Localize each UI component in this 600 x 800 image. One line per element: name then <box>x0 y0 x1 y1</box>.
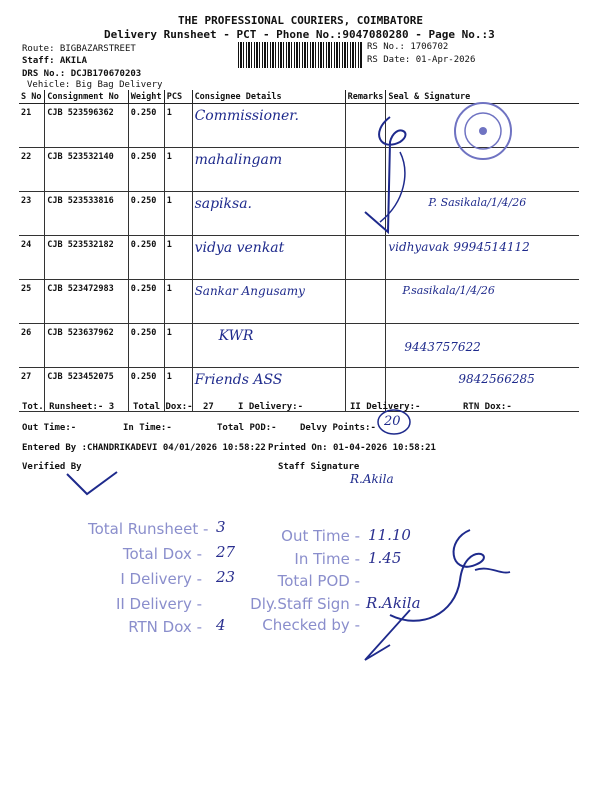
consignment-cell: CJB 523472983 <box>45 280 129 324</box>
sno-cell: 22 <box>19 148 45 192</box>
sno-cell: 21 <box>19 104 45 148</box>
column-header: S No <box>19 90 45 104</box>
stamp-value-staff-sign: R.Akila <box>366 594 421 612</box>
runsheet-title: Delivery Runsheet - PCT - Phone No.:9047080280 - Page No.:3 <box>104 28 495 41</box>
pcs-cell: 1 <box>164 280 192 324</box>
total-pod-label: Total POD:- <box>217 423 277 433</box>
tot-runsheet: Tot. Runsheet:- 3 <box>22 402 115 412</box>
company-name: THE PROFESSIONAL COURIERS, COIMBATORE <box>178 14 424 27</box>
ii-delivery-label: II Delivery:- <box>350 402 421 412</box>
signature-handwriting: P. Sasikala/1/4/26 <box>428 196 527 209</box>
pcs-cell: 1 <box>164 368 192 412</box>
consignee-handwriting: mahalingam <box>194 152 283 168</box>
drs-number: DRS No.: DCJB170670203 <box>22 69 142 79</box>
column-header: Remarks <box>345 90 386 104</box>
pcs-cell: 1 <box>164 236 192 280</box>
stamp-label-i-delivery: I Delivery - <box>120 570 202 588</box>
stamp-value-dox: 27 <box>216 543 236 561</box>
table-row <box>19 236 579 280</box>
stamp-label-total-pod: Total POD - <box>277 572 360 590</box>
total-dox-label: Total Dox:- <box>133 402 193 412</box>
consignee-handwriting: Friends ASS <box>194 372 283 388</box>
printed-on: Printed On: 01-04-2026 10:58:21 <box>268 443 436 453</box>
stamp-value-out-time: 11.10 <box>368 526 411 544</box>
stamp-label-dox: Total Dox - <box>122 545 202 563</box>
tick-mark-icon <box>62 470 122 498</box>
weight-cell: 0.250 <box>128 148 164 192</box>
delvy-points-value: 20 <box>384 414 401 429</box>
vehicle-label: Vehicle: Big Bag Delivery <box>27 80 163 90</box>
sno-cell: 25 <box>19 280 45 324</box>
rs-number: RS No.: 1706702 <box>367 42 449 52</box>
in-time-label: In Time:- <box>123 423 172 433</box>
table-row <box>19 324 579 368</box>
signature-handwriting: vidhyavak 9994514112 <box>388 240 530 254</box>
pcs-cell: 1 <box>164 104 192 148</box>
consignee-handwriting: KWR <box>218 328 254 344</box>
weight-cell: 0.250 <box>128 368 164 412</box>
signature-handwriting: 9443757622 <box>404 340 481 354</box>
sno-cell: 26 <box>19 324 45 368</box>
weight-cell: 0.250 <box>128 104 164 148</box>
out-time-label: Out Time:- <box>22 423 77 433</box>
sno-cell: 24 <box>19 236 45 280</box>
stamp-value-runsheet: 3 <box>216 518 226 536</box>
staff-signature-value: R.Akila <box>350 472 394 486</box>
column-header: Weight <box>128 90 164 104</box>
stamp-label-ii-delivery: II Delivery - <box>115 595 202 613</box>
stamp-label-checked-by: Checked by - <box>262 616 360 634</box>
consignee-handwriting: sapiksa. <box>194 196 252 212</box>
weight-cell: 0.250 <box>128 192 164 236</box>
weight-cell: 0.250 <box>128 280 164 324</box>
stamp-label-runsheet: Total Runsheet - <box>88 520 209 538</box>
column-header: Consignee Details <box>192 90 345 104</box>
total-dox-value: 27 <box>203 402 214 412</box>
circle-mark-icon <box>376 408 412 436</box>
consignee-handwriting: Sankar Angusamy <box>194 284 305 298</box>
stamp-label-staff-sign: Dly.Staff Sign - <box>250 595 360 613</box>
consignment-cell: CJB 523637962 <box>45 324 129 368</box>
table-row <box>19 192 579 236</box>
stamp-label-out-time: Out Time - <box>281 527 360 545</box>
barcode-image <box>238 42 362 68</box>
column-header: Consignment No <box>45 90 129 104</box>
stamp-label-in-time: In Time - <box>294 550 360 568</box>
sno-cell: 23 <box>19 192 45 236</box>
supervisor-signature-icon <box>350 520 520 670</box>
stamp-value-rtn: 4 <box>216 616 226 634</box>
consignment-cell: CJB 523532182 <box>45 236 129 280</box>
verified-by-label: Verified By <box>22 462 82 472</box>
seal-stamp-icon <box>452 100 514 162</box>
entered-by: Entered By :CHANDRIKADEVI 04/01/2026 10:58:22 <box>22 443 266 453</box>
signature-scribble-icon <box>360 112 450 242</box>
table-row <box>19 280 579 324</box>
i-delivery-label: I Delivery:- <box>238 402 304 412</box>
consignee-handwriting: Commissioner. <box>194 108 299 124</box>
consignment-cell: CJB 523532140 <box>45 148 129 192</box>
rtn-dox-label: RTN Dox:- <box>463 402 512 412</box>
route-label: Route: BIGBAZARSTREET <box>22 44 136 54</box>
consignment-cell: CJB 523596362 <box>45 104 129 148</box>
staff-label: Staff: AKILA <box>22 56 88 66</box>
stamp-value-in-time: 1.45 <box>368 549 402 567</box>
column-header: Seal & Signature <box>386 90 579 104</box>
stamp-value-i-delivery: 23 <box>216 568 236 586</box>
stamp-label-rtn: RTN Dox - <box>128 618 202 636</box>
rs-date: RS Date: 01-Apr-2026 <box>367 55 476 65</box>
signature-handwriting: P.sasikala/1/4/26 <box>402 284 495 297</box>
sno-cell: 27 <box>19 368 45 412</box>
consignment-cell: CJB 523533816 <box>45 192 129 236</box>
weight-cell: 0.250 <box>128 236 164 280</box>
consignment-cell: CJB 523452075 <box>45 368 129 412</box>
pcs-cell: 1 <box>164 148 192 192</box>
pcs-cell: 1 <box>164 192 192 236</box>
delvy-points-label: Delvy Points:- <box>300 423 376 433</box>
column-header: PCS <box>164 90 192 104</box>
consignee-handwriting: vidya venkat <box>194 240 285 256</box>
signature-handwriting: 9842566285 <box>458 372 535 386</box>
staff-signature-label: Staff Signature <box>278 462 360 472</box>
pcs-cell: 1 <box>164 324 192 368</box>
weight-cell: 0.250 <box>128 324 164 368</box>
